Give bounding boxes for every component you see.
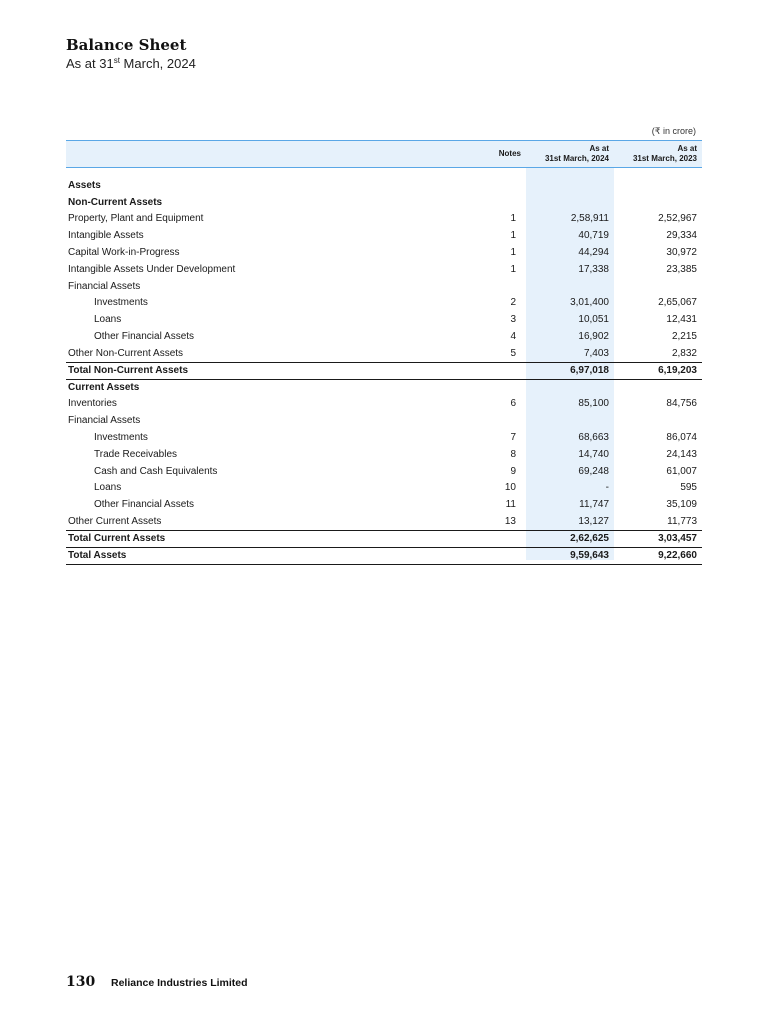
row-value-2024: 69,248: [578, 465, 609, 477]
row-label: Loans: [94, 314, 122, 326]
row-label: Current Assets: [68, 381, 140, 393]
notes-column-header: Notes: [466, 141, 526, 168]
row-note: 10: [504, 482, 516, 494]
row-value-2023: 35,109: [666, 499, 697, 511]
row-note: [466, 379, 526, 396]
row-value-2024: [526, 278, 614, 295]
row-label: Loans: [94, 482, 122, 494]
row-label: Intangible Assets: [68, 230, 144, 242]
row-value-2024: [526, 413, 614, 430]
row-note: [466, 547, 526, 564]
row-value-2024: [526, 178, 614, 195]
row-value-2023: [614, 413, 702, 430]
row-value-2023: 2,52,967: [658, 213, 697, 225]
row-label: Intangible Assets Under Development: [68, 263, 236, 275]
year-2023-column-header: [614, 141, 702, 168]
row-value-2023: 2,832: [671, 347, 697, 359]
row-value-2023: 23,385: [666, 263, 697, 275]
row-value-2024: 85,100: [578, 398, 609, 410]
row-value-2023: 29,334: [666, 230, 697, 242]
row-note: 1: [510, 213, 516, 225]
table-row: [66, 228, 702, 245]
row-value-2024: 11,747: [579, 499, 609, 511]
row-value-2024: 16,902: [578, 331, 609, 343]
table-spacer-row: [66, 168, 702, 178]
table-total-row: [66, 530, 702, 547]
table-row: [66, 295, 702, 312]
row-note: [466, 413, 526, 430]
table-row: [66, 278, 702, 295]
row-value-2024: 2,58,911: [570, 213, 609, 225]
balance-sheet-table-container: [66, 140, 702, 565]
footer-company-name: Reliance Industries Limited: [111, 977, 248, 989]
table-row: [66, 245, 702, 262]
row-value-2023: 30,972: [666, 247, 697, 259]
year-2024-column-header: [526, 141, 614, 168]
table-section-row: [66, 178, 702, 195]
row-value-2024: [526, 379, 614, 396]
row-value-2024: 13,127: [578, 515, 609, 527]
row-value-2023: 3,03,457: [614, 530, 702, 547]
row-value-2023: 12,431: [666, 314, 697, 326]
table-header-row: [66, 141, 702, 168]
row-value-2024: 6,97,018: [526, 362, 614, 379]
row-note: [466, 194, 526, 211]
row-note: 1: [510, 247, 516, 259]
year-2024-header-line2: 31st March, 2024: [544, 154, 609, 163]
row-value-2023: 84,756: [666, 398, 697, 410]
page-number: 130: [66, 974, 96, 990]
row-label: Total Non-Current Assets: [66, 362, 466, 379]
row-value-2024: [526, 194, 614, 211]
row-note: 6: [510, 398, 516, 410]
row-note: 2: [510, 297, 516, 309]
row-value-2024: 10,051: [578, 314, 609, 326]
row-value-2023: [614, 278, 702, 295]
row-value-2023: 9,22,660: [614, 547, 702, 564]
row-note: 9: [510, 465, 516, 477]
table-body: [66, 168, 702, 565]
row-note: 1: [510, 230, 516, 242]
row-note: [466, 278, 526, 295]
row-value-2023: 6,19,203: [614, 362, 702, 379]
row-note: [466, 530, 526, 547]
currency-unit-note: (₹ in crore): [651, 126, 696, 136]
table-row: [66, 261, 702, 278]
row-label: Property, Plant and Equipment: [68, 213, 204, 225]
row-label: Financial Assets: [68, 415, 141, 427]
row-label: Capital Work-in-Progress: [68, 247, 180, 259]
row-label: Other Current Assets: [68, 515, 162, 527]
table-total-row: [66, 362, 702, 379]
row-value-2024: 14,740: [578, 448, 609, 460]
row-note: 7: [510, 432, 516, 444]
row-note: 3: [510, 314, 516, 326]
row-label: Other Financial Assets: [94, 499, 195, 511]
row-label: Non-Current Assets: [68, 196, 163, 208]
table-row: [66, 396, 702, 413]
row-value-2024: 17,338: [578, 263, 609, 275]
subtitle-superscript: st: [113, 56, 120, 65]
row-note: 8: [510, 448, 516, 460]
page-subtitle: [66, 56, 196, 71]
table-section-row: [66, 194, 702, 211]
row-value-2023: 24,143: [666, 448, 697, 460]
table-section-row: [66, 379, 702, 396]
row-note: [466, 178, 526, 195]
row-value-2024: 40,719: [578, 230, 609, 242]
row-value-2023: [614, 178, 702, 195]
row-label: Assets: [68, 179, 101, 191]
table-row: [66, 345, 702, 362]
subtitle-prefix: As at 31: [66, 56, 114, 71]
row-value-2023: [614, 194, 702, 211]
row-value-2023: 595: [680, 482, 697, 494]
year-2023-header-line1: As at: [677, 144, 697, 153]
table-row: [66, 430, 702, 447]
label-column-header: [66, 141, 466, 168]
row-value-2023: [614, 379, 702, 396]
year-2023-header-line2: 31st March, 2023: [632, 154, 697, 163]
table-row: [66, 514, 702, 531]
row-note: 11: [505, 499, 516, 511]
row-value-2024: 68,663: [578, 432, 609, 444]
table-row: [66, 463, 702, 480]
row-value-2023: 2,215: [671, 331, 697, 343]
table-row: [66, 312, 702, 329]
row-label: Financial Assets: [68, 280, 141, 292]
row-label: Total Current Assets: [66, 530, 466, 547]
row-value-2024: 7,403: [583, 347, 609, 359]
spacer-cell: [66, 168, 702, 178]
row-note: [466, 362, 526, 379]
row-note: 5: [510, 347, 516, 359]
row-label: Other Non-Current Assets: [68, 347, 184, 359]
table-row: [66, 497, 702, 514]
row-note: 4: [510, 331, 516, 343]
row-label: Investments: [94, 297, 148, 309]
table-row: [66, 211, 702, 228]
table-row: [66, 480, 702, 497]
balance-sheet-table: [66, 140, 702, 565]
row-label: Other Financial Assets: [94, 331, 195, 343]
row-value-2024: 3,01,400: [570, 297, 609, 309]
row-value-2023: 61,007: [666, 465, 697, 477]
table-row: [66, 329, 702, 346]
row-label: Trade Receivables: [94, 448, 178, 460]
row-value-2024: 2,62,625: [526, 530, 614, 547]
row-value-2024: -: [605, 482, 609, 494]
row-note: 13: [504, 515, 516, 527]
row-label: Cash and Cash Equivalents: [94, 465, 218, 477]
row-value-2023: 2,65,067: [658, 297, 697, 309]
row-value-2023: 11,773: [667, 515, 697, 527]
table-row: [66, 413, 702, 430]
table-row: [66, 446, 702, 463]
row-label: Total Assets: [66, 547, 466, 564]
row-label: Investments: [94, 432, 148, 444]
row-note: 1: [510, 263, 516, 275]
subtitle-suffix: March, 2024: [119, 56, 196, 71]
row-label: Inventories: [68, 398, 117, 410]
row-value-2024: 9,59,643: [526, 547, 614, 564]
page-title: Balance Sheet: [66, 36, 187, 54]
row-value-2024: 44,294: [578, 247, 609, 259]
year-2024-header-line1: As at: [589, 144, 609, 153]
table-total-row: [66, 547, 702, 564]
row-value-2023: 86,074: [666, 432, 697, 444]
